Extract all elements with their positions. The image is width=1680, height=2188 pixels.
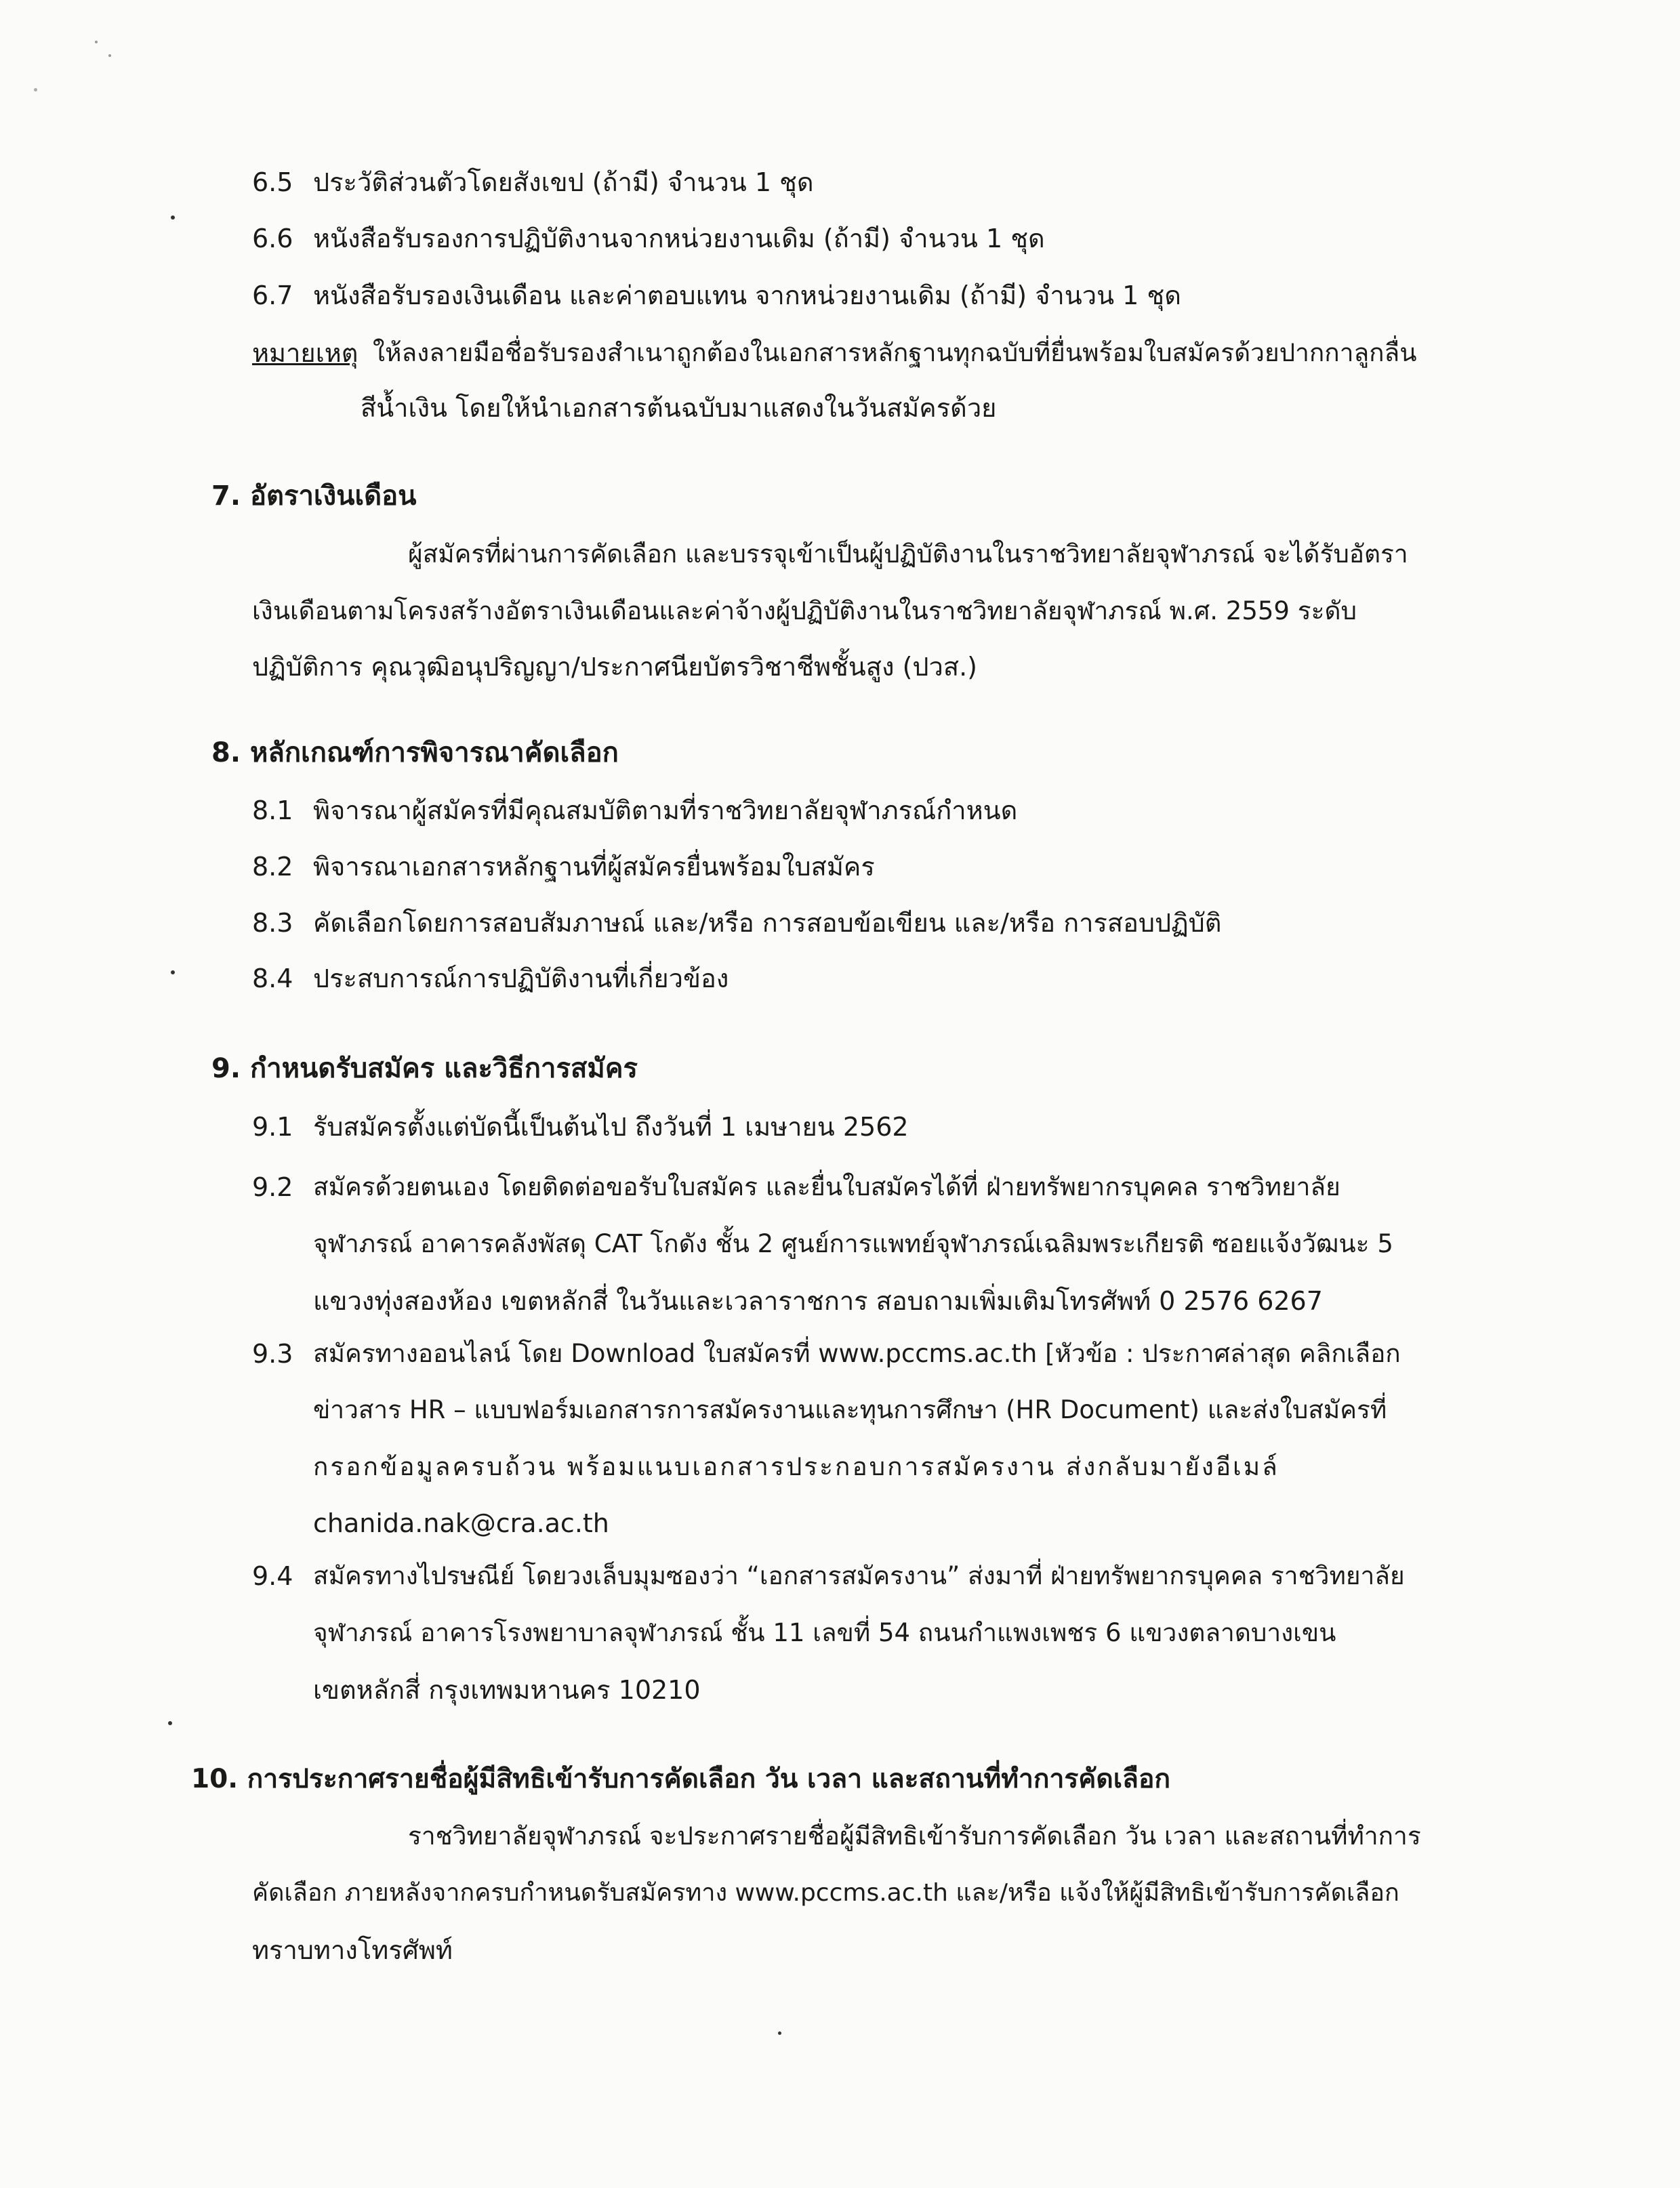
item-number: 9.2 [252,1172,293,1202]
section-heading: 7. อัตราเงินเดือน [211,480,417,512]
item-text: คัดเลือกโดยการสอบสัมภาษณ์ และ/หรือ การสอบข้อเขียน และ/หรือ การสอบปฏิบัติ [313,908,1222,938]
item-number: 6.7 [252,281,293,310]
item-number: 8.1 [252,796,293,825]
item-text: จุฬาภรณ์ อาคารโรงพยาบาลจุฬาภรณ์ ชั้น 11 เลขที่ 54 ถนนกำแพงเพชร 6 แขวงตลาดบางเขน [313,1618,1336,1647]
section-heading: 8. หลักเกณฑ์การพิจารณาคัดเลือก [211,737,619,768]
item-text: กรอกข้อมูลครบถ้วน พร้อมแนบเอกสารประกอบการสมัครงาน ส่งกลับมายังอีเมล์ [313,1452,1279,1481]
item-number: 6.5 [252,167,293,197]
paragraph-line: ผู้สมัครที่ผ่านการคัดเลือก และบรรจุเข้าเป็นผู้ปฏิบัติงานในราชวิทยาลัยจุฬาภรณ์ จะได้รับอัตรา [408,539,1408,569]
note-text: ให้ลงลายมือชื่อรับรองสำเนาถูกต้องในเอกสารหลักฐานทุกฉบับที่ยื่นพร้อมใบสมัครด้วยปากกาลูกลื่น [373,338,1417,367]
scan-speck [171,970,175,974]
item-number: 9.4 [252,1561,293,1591]
note-text: สีน้ำเงิน โดยให้นำเอกสารต้นฉบับมาแสดงในวันสมัครด้วย [361,393,997,423]
item-text: หนังสือรับรองเงินเดือน และค่าตอบแทน จากหน่วยงานเดิม (ถ้ามี) จำนวน 1 ชุด [313,281,1181,310]
item-number: 9.3 [252,1339,293,1369]
item-text: สมัครทางไปรษณีย์ โดยวงเล็บมุมซองว่า “เอกสารสมัครงาน” ส่งมาที่ ฝ่ายทรัพยากรบุคคล ราชวิทยาลัย [313,1561,1405,1590]
item-text: พิจารณาผู้สมัครที่มีคุณสมบัติตามที่ราชวิทยาลัยจุฬาภรณ์กำหนด [313,796,1018,825]
scan-speck [34,88,37,91]
item-text: ประสบการณ์การปฏิบัติงานที่เกี่ยวข้อง [313,964,729,993]
scan-speck [171,215,175,220]
item-number: 8.3 [252,908,293,938]
scan-speck [95,41,98,43]
item-text: ข่าวสาร HR – แบบฟอร์มเอกสารการสมัครงานและทุนการศึกษา (HR Document) และส่งใบสมัครที่ [313,1395,1387,1424]
paragraph-line: เงินเดือนตามโครงสร้างอัตราเงินเดือนและค่าจ้างผู้ปฏิบัติงานในราชวิทยาลัยจุฬาภรณ์ พ.ศ. 2559 ระดับ [252,596,1357,625]
scan-speck [108,54,111,57]
scan-speck [168,1721,172,1725]
item-text: สมัครทางออนไลน์ โดย Download ใบสมัครที่ www.pccms.ac.th [หัวข้อ : ประกาศล่าสุด คลิกเลือก [313,1339,1401,1368]
item-text: สมัครด้วยตนเอง โดยติดต่อขอรับใบสมัคร และยื่นใบสมัครได้ที่ ฝ่ายทรัพยากรบุคคล ราชวิทยาลัย [313,1172,1340,1201]
item-number: 6.6 [252,224,293,253]
item-text: จุฬาภรณ์ อาคารคลังพัสดุ CAT โกดัง ชั้น 2 ศูนย์การแพทย์จุฬาภรณ์เฉลิมพระเกียรติ ซอยแจ้งวัฒนะ 5 [313,1229,1393,1258]
email-text: chanida.nak@cra.ac.th [313,1508,609,1538]
paragraph-line: ปฏิบัติการ คุณวุฒิอนุปริญญา/ประกาศนียบัตรวิชาชีพชั้นสูง (ปวส.) [252,652,977,682]
scan-speck [778,2031,781,2035]
paragraph-line: ทราบทางโทรศัพท์ [252,1935,453,1965]
item-text: แขวงทุ่งสองห้อง เขตหลักสี่ ในวันและเวลาราชการ สอบถามเพิ่มเติมโทรศัพท์ 0 2576 6267 [313,1286,1323,1316]
item-text: หนังสือรับรองการปฏิบัติงานจากหน่วยงานเดิม (ถ้ามี) จำนวน 1 ชุด [313,224,1045,253]
item-text: เขตหลักสี่ กรุงเทพมหานคร 10210 [313,1675,701,1705]
item-text: ประวัติส่วนตัวโดยสังเขป (ถ้ามี) จำนวน 1 ชุด [313,167,814,197]
note-label: หมายเหตุ [252,338,358,368]
section-heading: 10. การประกาศรายชื่อผู้มีสิทธิเข้ารับการคัดเลือก วัน เวลา และสถานที่ทำการคัดเลือก [191,1764,1170,1794]
paragraph-line: คัดเลือก ภายหลังจากครบกำหนดรับสมัครทาง www.pccms.ac.th และ/หรือ แจ้งให้ผู้มีสิทธิเข้ารับการคัดเลือก [252,1879,1399,1907]
paragraph-line: ราชวิทยาลัยจุฬาภรณ์ จะประกาศรายชื่อผู้มีสิทธิเข้ารับการคัดเลือก วัน เวลา และสถานที่ทำการ [408,1821,1421,1851]
section-heading: 9. กำหนดรับสมัคร และวิธีการสมัคร [211,1053,638,1084]
item-number: 8.2 [252,852,293,882]
item-text: รับสมัครตั้งแต่บัดนี้เป็นต้นไป ถึงวันที่ 1 เมษายน 2562 [313,1112,909,1142]
item-text: พิจารณาเอกสารหลักฐานที่ผู้สมัครยื่นพร้อมใบสมัคร [313,852,875,882]
item-number: 8.4 [252,964,293,993]
item-number: 9.1 [252,1112,293,1142]
